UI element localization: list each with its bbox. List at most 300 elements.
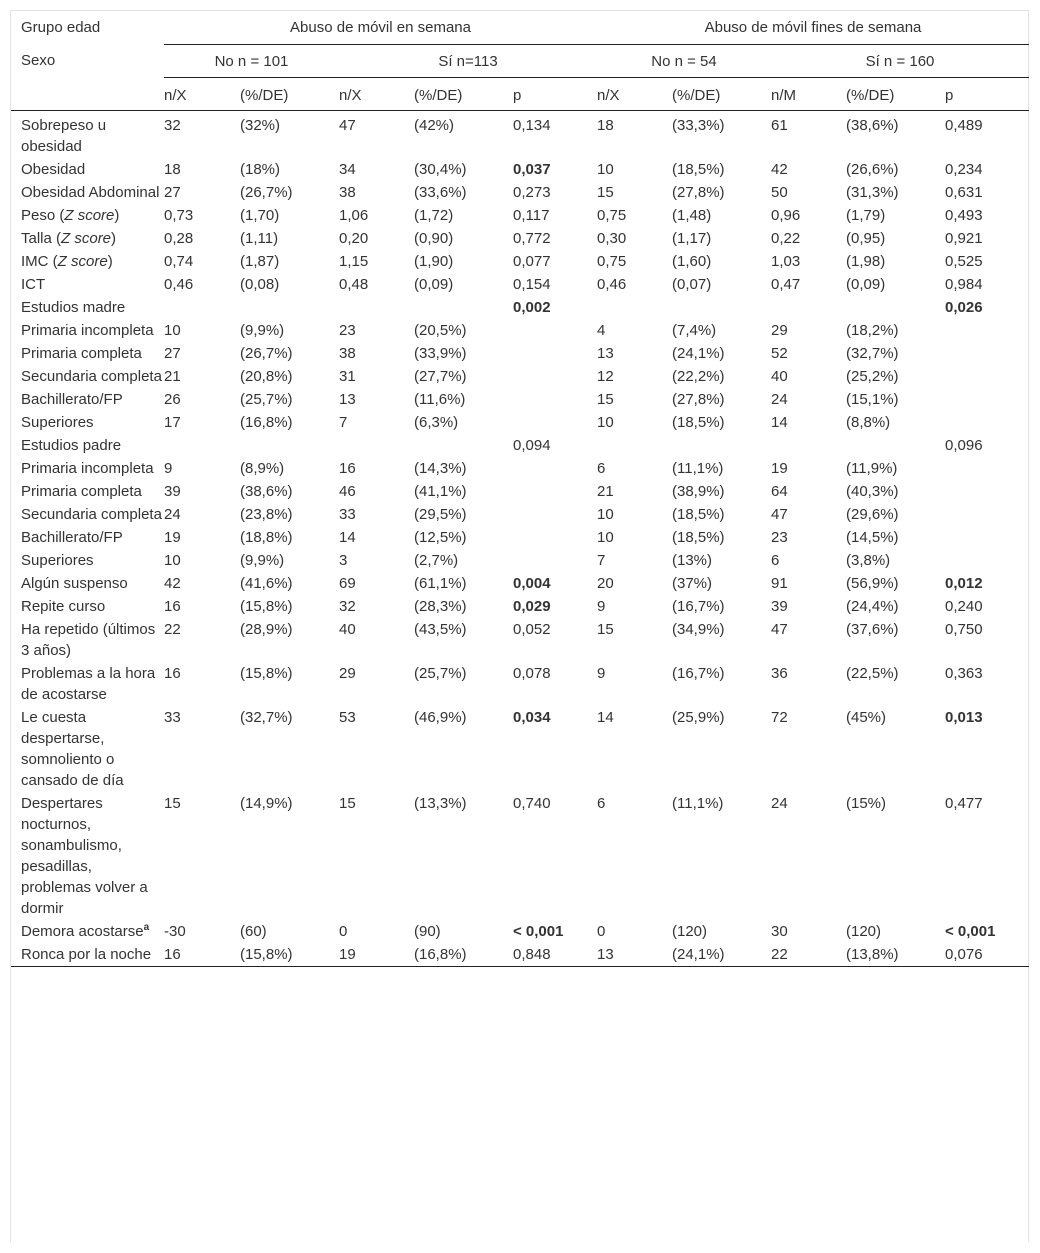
data-cell: (1,70): [240, 206, 280, 224]
row-label-text: Ronca por la noche: [21, 945, 152, 963]
row-label-text: Despertares nocturnos, sonambulismo, pesadillas, problemas volver a dormir: [21, 794, 148, 917]
p-value-cell: 0,078: [513, 664, 551, 682]
data-cell: 0,47: [771, 275, 801, 293]
data-cell: 3: [339, 551, 348, 569]
data-cell: [771, 296, 846, 319]
row-label-text: Demora acostarse: [21, 922, 144, 940]
data-cell: (3,8%): [846, 551, 891, 569]
data-cell: (11,1%): [672, 459, 724, 477]
data-cell: (20,8%): [240, 367, 293, 385]
data-cell: 10: [164, 321, 181, 339]
header-sexo: Sexo: [21, 52, 56, 69]
data-cell: (24,1%): [672, 344, 725, 362]
p-value-cell: 0,052: [513, 620, 551, 638]
p-value-cell: 0,525: [945, 252, 983, 270]
p-value-cell: 0,004: [513, 574, 551, 592]
results-table-container: [10, 10, 1029, 1242]
header-finde-group: Abuso de móvil fines de semana: [597, 11, 1029, 44]
row-label-text: Secundaria completa: [21, 367, 162, 385]
row-label-text: Obesidad: [21, 160, 86, 178]
column-header: n/X: [339, 77, 414, 110]
row-label: [11, 706, 164, 792]
data-cell: (15,1%): [846, 390, 899, 408]
p-value-cell: [513, 526, 597, 549]
p-value-cell: 0,750: [945, 620, 983, 638]
row-label: [11, 943, 164, 967]
data-cell: (15%): [846, 794, 887, 812]
data-cell: 10: [597, 413, 614, 431]
data-cell: (26,6%): [846, 160, 899, 178]
data-cell: 13: [339, 390, 356, 408]
data-cell: 69: [339, 574, 356, 592]
data-cell: (33,3%): [672, 116, 725, 134]
data-cell: 27: [164, 183, 181, 201]
data-cell: (22,5%): [846, 664, 899, 682]
data-cell: (18,2%): [846, 321, 899, 339]
data-cell: 22: [164, 620, 181, 638]
data-cell: 26: [164, 390, 181, 408]
table-row: [11, 227, 1029, 250]
column-header: p: [945, 77, 1029, 110]
p-value-cell: [945, 388, 1029, 411]
data-cell: (0,09): [846, 275, 886, 293]
data-cell: (34,9%): [672, 620, 725, 638]
data-cell: [164, 296, 240, 319]
data-cell: (32,7%): [846, 344, 899, 362]
p-value-cell: [513, 342, 597, 365]
data-cell: (42%): [414, 116, 455, 134]
p-value-cell: 0,026: [945, 298, 983, 316]
data-cell: (33,9%): [414, 344, 467, 362]
header-semana-si: Sí n=113: [339, 44, 597, 77]
data-cell: 14: [597, 708, 614, 726]
p-value-cell: [945, 411, 1029, 434]
data-cell: 0,46: [597, 275, 627, 293]
data-cell: (29,6%): [846, 505, 899, 523]
row-label-text: Primaria completa: [21, 344, 142, 362]
p-value-cell: 0,002: [513, 298, 551, 316]
data-cell: (15,8%): [240, 664, 293, 682]
p-value-cell: 0,094: [513, 436, 551, 454]
row-label-text: Sobrepeso u obesidad: [21, 116, 107, 155]
p-value-cell: < 0,001: [945, 922, 996, 940]
p-value-cell: 0,029: [513, 597, 551, 615]
row-label: [11, 342, 164, 365]
p-value-cell: 0,012: [945, 574, 983, 592]
p-value-cell: 0,154: [513, 275, 551, 293]
data-cell: (1,48): [672, 206, 712, 224]
row-label: [11, 434, 164, 457]
p-value-cell: 0,076: [945, 943, 1029, 967]
data-cell: 47: [771, 620, 788, 638]
data-cell: 10: [164, 551, 181, 569]
data-cell: 16: [164, 597, 181, 615]
row-label-text: Superiores: [21, 551, 94, 569]
data-cell: 6: [771, 551, 780, 569]
p-value-cell: [513, 365, 597, 388]
p-value-cell: 0,234: [945, 160, 983, 178]
p-value-cell: 0,493: [945, 206, 983, 224]
data-cell: 19: [164, 528, 181, 546]
data-cell: 7: [597, 551, 606, 569]
data-cell: (1,98): [846, 252, 886, 270]
row-label-text: Superiores: [21, 413, 94, 431]
data-cell: (38,6%): [846, 116, 899, 134]
data-cell: 33: [164, 708, 181, 726]
data-cell: (26,7%): [240, 183, 293, 201]
data-cell: 42: [164, 574, 181, 592]
data-cell: (38,9%): [672, 482, 725, 500]
data-cell: (32%): [240, 116, 281, 134]
data-cell: (12,5%): [414, 528, 467, 546]
data-cell: 10: [597, 505, 614, 523]
column-header: n/X: [164, 77, 240, 110]
table-row: [11, 434, 1029, 457]
row-label: [11, 365, 164, 388]
data-cell: [240, 434, 339, 457]
row-label-text: Secundaria completa: [21, 505, 162, 523]
data-cell: 0: [597, 922, 606, 940]
row-label: [11, 526, 164, 549]
table-row: [11, 457, 1029, 480]
data-cell: (46,9%): [414, 708, 467, 726]
data-cell: 14: [339, 528, 356, 546]
table-row: [11, 943, 1029, 967]
data-cell: 10: [597, 160, 614, 178]
data-cell: (13,3%): [414, 794, 467, 812]
data-cell: 0,75: [597, 206, 627, 224]
data-cell: 91: [771, 574, 788, 592]
table-row: [11, 158, 1029, 181]
data-cell: 4: [597, 321, 606, 339]
data-cell: (7,4%): [672, 321, 717, 339]
p-value-cell: [945, 365, 1029, 388]
data-cell: (60): [240, 922, 267, 940]
data-cell: 16: [339, 459, 356, 477]
data-cell: 23: [771, 528, 788, 546]
row-label: [11, 319, 164, 342]
data-cell: (41,1%): [414, 482, 467, 500]
data-cell: [414, 296, 513, 319]
data-cell: (0,90): [414, 229, 454, 247]
table-row: [11, 526, 1029, 549]
table-row: [11, 480, 1029, 503]
data-cell: (40,3%): [846, 482, 899, 500]
data-cell: (0,08): [240, 275, 280, 293]
row-label: [11, 572, 164, 595]
row-label-text: Primaria incompleta: [21, 321, 154, 339]
row-label: [11, 110, 164, 158]
data-cell: (15,8%): [240, 943, 339, 967]
data-cell: 42: [771, 160, 788, 178]
row-label: [11, 273, 164, 296]
data-cell: (26,7%): [240, 344, 293, 362]
data-cell: (37%): [672, 574, 713, 592]
data-cell: (18,5%): [672, 505, 725, 523]
p-value-cell: 0,013: [945, 708, 983, 726]
table-row: [11, 572, 1029, 595]
column-header: n/M: [771, 77, 846, 110]
data-cell: (18,5%): [672, 413, 725, 431]
data-cell: (18,5%): [672, 160, 725, 178]
p-value-cell: 0,477: [945, 794, 983, 812]
table-row: [11, 342, 1029, 365]
row-label: [11, 181, 164, 204]
table-row: [11, 388, 1029, 411]
table-row: [11, 706, 1029, 792]
row-label-text: Repite curso: [21, 597, 106, 615]
data-cell: (9,9%): [240, 551, 285, 569]
data-cell: [339, 434, 414, 457]
data-cell: 12: [597, 367, 614, 385]
data-cell: 7: [339, 413, 348, 431]
data-cell: (16,7%): [672, 664, 725, 682]
row-label-text: Le cuesta despertarse, somnoliento o cansado de día: [21, 708, 124, 789]
header-empty: [11, 77, 164, 110]
header-row-2: [11, 44, 1029, 77]
data-cell: (6,3%): [414, 413, 459, 431]
data-cell: (1,11): [240, 229, 279, 247]
row-label: [11, 920, 164, 943]
data-cell: (25,7%): [240, 390, 293, 408]
data-cell: (23,8%): [240, 505, 293, 523]
data-cell: (13%): [672, 551, 713, 569]
row-label-text: Algún suspenso: [21, 574, 128, 592]
data-cell: (1,90): [414, 252, 454, 270]
data-cell: (25,7%): [414, 664, 467, 682]
data-cell: (22,2%): [672, 367, 725, 385]
data-cell: 34: [339, 160, 356, 178]
data-cell: 64: [771, 482, 788, 500]
row-label: [11, 457, 164, 480]
data-cell: 9: [597, 597, 606, 615]
data-cell: 9: [164, 459, 173, 477]
data-cell: (9,9%): [240, 321, 285, 339]
data-cell: 0: [339, 922, 348, 940]
row-label-text: ): [111, 229, 117, 247]
data-cell: 0,74: [164, 252, 194, 270]
row-label-text: Bachillerato/FP: [21, 390, 123, 408]
data-cell: (8,8%): [846, 413, 891, 431]
data-cell: 24: [771, 794, 788, 812]
row-label: [11, 158, 164, 181]
row-label-text: Obesidad Abdominal: [21, 183, 160, 201]
row-label-text: Estudios madre: [21, 298, 126, 316]
p-value-cell: [513, 457, 597, 480]
data-cell: [240, 296, 339, 319]
p-value-cell: 0,096: [945, 436, 983, 454]
table-row: [11, 792, 1029, 920]
data-cell: 29: [771, 321, 788, 339]
row-label: [11, 296, 164, 319]
data-cell: (25,9%): [672, 708, 725, 726]
row-label: [11, 503, 164, 526]
table-body: [11, 110, 1029, 966]
data-cell: 9: [597, 664, 606, 682]
p-value-cell: 0,489: [945, 116, 983, 134]
column-header: p: [513, 77, 597, 110]
column-header: n/X: [597, 77, 672, 110]
data-cell: (18,8%): [240, 528, 293, 546]
data-cell: (0,09): [414, 275, 454, 293]
header-finde-no: No n = 54: [597, 44, 771, 77]
row-label: [11, 792, 164, 920]
table-row: [11, 662, 1029, 706]
column-header: (%/DE): [414, 77, 513, 110]
table-row: [11, 181, 1029, 204]
p-value-cell: 0,984: [945, 275, 983, 293]
data-cell: 0,28: [164, 229, 194, 247]
data-cell: (2,7%): [414, 551, 459, 569]
p-value-cell: 0,034: [513, 708, 551, 726]
data-cell: 21: [164, 367, 181, 385]
data-cell: [339, 296, 414, 319]
data-cell: (15,8%): [240, 597, 293, 615]
header-row-3: [11, 77, 1029, 110]
data-cell: (1,72): [414, 206, 454, 224]
data-cell: [672, 296, 771, 319]
data-cell: 52: [771, 344, 788, 362]
data-cell: 6: [597, 794, 606, 812]
data-cell: (13,8%): [846, 943, 945, 967]
data-cell: (25,2%): [846, 367, 899, 385]
p-value-cell: 0,240: [945, 597, 983, 615]
data-cell: [846, 296, 945, 319]
data-cell: (11,9%): [846, 459, 898, 477]
row-label: [11, 204, 164, 227]
p-value-cell: 0,921: [945, 229, 983, 247]
table-row: [11, 503, 1029, 526]
data-cell: 0,22: [771, 229, 801, 247]
row-label: [11, 250, 164, 273]
data-cell: 40: [339, 620, 356, 638]
p-value-cell: 0,077: [513, 252, 551, 270]
data-cell: 47: [771, 505, 788, 523]
data-cell: 15: [597, 183, 614, 201]
row-label-text: Primaria incompleta: [21, 459, 154, 477]
data-cell: 29: [339, 664, 356, 682]
p-value-cell: 0,772: [513, 229, 551, 247]
data-cell: 0,46: [164, 275, 194, 293]
p-value-cell: 0,740: [513, 794, 551, 812]
data-cell: (27,8%): [672, 183, 725, 201]
data-cell: 39: [771, 597, 788, 615]
data-cell: (11,1%): [672, 794, 724, 812]
data-cell: (0,07): [672, 275, 712, 293]
data-cell: 24: [164, 505, 181, 523]
p-value-cell: [945, 319, 1029, 342]
table-row: [11, 365, 1029, 388]
data-cell: (120): [672, 922, 708, 940]
p-value-cell: [513, 319, 597, 342]
data-cell: 36: [771, 664, 788, 682]
data-cell: 14: [771, 413, 788, 431]
data-cell: 47: [339, 116, 356, 134]
data-cell: [414, 434, 513, 457]
p-value-cell: [513, 480, 597, 503]
data-cell: 0,96: [771, 206, 801, 224]
table-row: [11, 618, 1029, 662]
row-label: [11, 388, 164, 411]
data-cell: 1,03: [771, 252, 801, 270]
data-cell: (38,6%): [240, 482, 293, 500]
row-label: [11, 411, 164, 434]
data-cell: 33: [339, 505, 356, 523]
data-cell: 18: [164, 160, 181, 178]
data-cell: [846, 434, 945, 457]
data-cell: (120): [846, 922, 882, 940]
p-value-cell: [513, 503, 597, 526]
data-cell: (27,7%): [414, 367, 467, 385]
data-cell: -30: [164, 922, 186, 940]
row-label: [11, 480, 164, 503]
data-cell: [771, 434, 846, 457]
p-value-cell: [513, 411, 597, 434]
data-cell: 50: [771, 183, 788, 201]
data-cell: (1,79): [846, 206, 886, 224]
row-label-text: ICT: [21, 275, 46, 293]
table-row: [11, 204, 1029, 227]
data-cell: 40: [771, 367, 788, 385]
p-value-cell: [945, 503, 1029, 526]
data-cell: 24: [771, 390, 788, 408]
row-label-text: IMC (: [21, 252, 58, 270]
row-label-text: Peso (: [21, 206, 65, 224]
data-cell: (27,8%): [672, 390, 725, 408]
data-cell: 18: [597, 116, 614, 134]
data-cell: (45%): [846, 708, 887, 726]
data-cell: (1,60): [672, 252, 712, 270]
data-cell: 19: [771, 459, 788, 477]
data-cell: (20,5%): [414, 321, 467, 339]
data-cell: 53: [339, 708, 356, 726]
p-value-cell: < 0,001: [513, 922, 564, 940]
data-cell: (43,5%): [414, 620, 467, 638]
table-row: [11, 250, 1029, 273]
data-cell: 16: [164, 943, 240, 967]
data-cell: 0,75: [597, 252, 627, 270]
column-header: (%/DE): [240, 77, 339, 110]
p-value-cell: 0,848: [513, 943, 597, 967]
p-value-cell: [945, 526, 1029, 549]
data-cell: 27: [164, 344, 181, 362]
p-value-cell: [513, 388, 597, 411]
table-row: [11, 273, 1029, 296]
column-header: (%/DE): [672, 77, 771, 110]
data-cell: (1,17): [672, 229, 712, 247]
results-table: [11, 11, 1029, 967]
data-cell: (14,5%): [846, 528, 899, 546]
row-label-text: Talla (: [21, 229, 62, 247]
p-value-cell: 0,134: [513, 116, 551, 134]
data-cell: (16,8%): [240, 413, 293, 431]
data-cell: (14,9%): [240, 794, 293, 812]
row-label-text: Bachillerato/FP: [21, 528, 123, 546]
p-value-cell: 0,037: [513, 160, 551, 178]
row-label-emphasis: Z score: [61, 229, 112, 247]
data-cell: 0,30: [597, 229, 627, 247]
header-row-1: [11, 11, 1029, 44]
data-cell: 61: [771, 116, 788, 134]
data-cell: 21: [597, 482, 614, 500]
data-cell: 46: [339, 482, 356, 500]
table-row: [11, 549, 1029, 572]
p-value-cell: [513, 549, 597, 572]
row-label: [11, 549, 164, 572]
data-cell: (16,7%): [672, 597, 725, 615]
row-label-text: Ha repetido (últimos 3 años): [21, 620, 156, 659]
data-cell: 15: [597, 620, 614, 638]
